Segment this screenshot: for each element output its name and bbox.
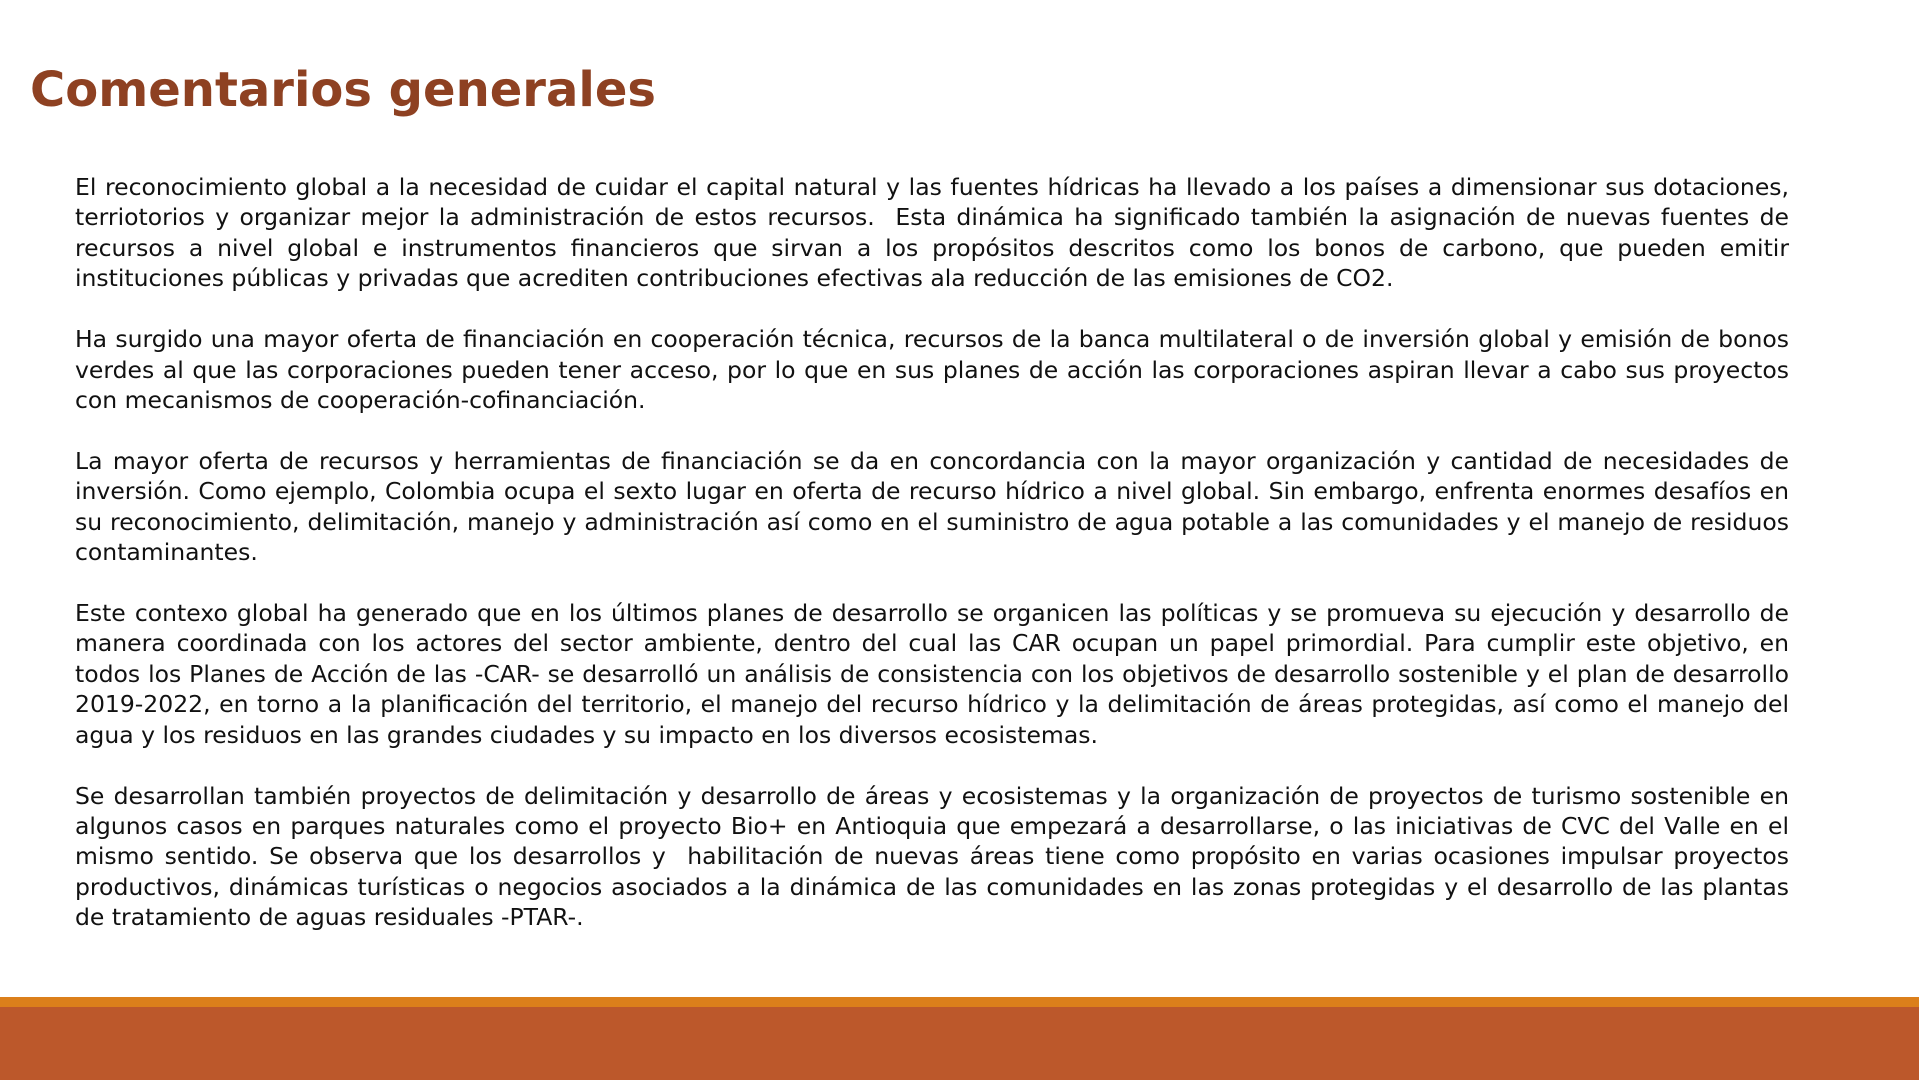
footer-accent-stripe bbox=[0, 997, 1919, 1007]
paragraph-1: El reconocimiento global a la necesidad de cuidar el capital natural y las fuentes hídricas ha llevado a los países a dimensionar sus dotaciones, terriotorios y organizar mejor la administración de estos recursos. Esta dinámica ha significado también la asignación de nuevas fuentes de recursos a nivel global e instrumentos financieros que sirvan a los propósitos descritos como los bonos de carbono, que pueden emitir instituciones públicas y privadas que acrediten contribuciones efectivas ala reducción de las emisiones de CO2. bbox=[75, 173, 1797, 293]
paragraph-3: La mayor oferta de recursos y herramientas de financiación se da en concordancia con la mayor organización y cantidad de necesidades de inversión. Como ejemplo, Colombia ocupa el sexto lugar en oferta de recurso hídrico a nivel global. Sin embargo, enfrenta enormes desafíos en su reconocimiento, delimitación, manejo y administración así como en el suministro de agua potable a las comunidades y el manejo de residuos contaminantes. bbox=[75, 446, 1797, 567]
paragraph-4: Este contexo global ha generado que en los últimos planes de desarrollo se organicen las políticas y se promueva su ejecución y desarrollo de manera coordinada con los actores del sector ambiente, dentro del cual las CAR ocupan un papel primordial. Para cumplir este objetivo, en todos los Planes de Acción de las -CAR- se desarrolló un análisis de consistencia con los objetivos de desarrollo sostenible y el plan de desarrollo 2019-2022, en torno a la planificación del territorio, el manejo del recurso hídrico y la delimitación de áreas protegidas, así como el manejo del agua y los residuos en las grandes ciudades y su impacto en los diversos ecosistemas. bbox=[75, 598, 1797, 749]
paragraph-5: Se desarrollan también proyectos de delimitación y desarrollo de áreas y ecosistemas y la organización de proyectos de turismo sostenible en algunos casos en parques naturales como el proyecto Bio+ en Antioquia que empezará a desarrollarse, o las iniciativas de CVC del Valle en el mismo sentido. Se observa que los desarrollos y habilitación de nuevas áreas tiene como propósito en varias ocasiones impulsar proyectos productivos, dinámicas turísticas o negocios asociados a la dinámica de las comunidades en las zonas protegidas y el desarrollo de las plantas de tratamiento de aguas residuales -PTAR-. bbox=[75, 781, 1797, 932]
slide-title: Comentarios generales bbox=[30, 62, 656, 118]
paragraph-2: Ha surgido una mayor oferta de financiación en cooperación técnica, recursos de la banca multilateral o de inversión global y emisión de bonos verdes al que las corporaciones pueden tener acceso, por lo que en sus planes de acción las corporaciones aspiran llevar a cabo sus proyectos con mecanismos de cooperación-cofinanciación. bbox=[75, 325, 1797, 414]
footer-band bbox=[0, 1007, 1919, 1080]
slide-body bbox=[75, 172, 1797, 933]
